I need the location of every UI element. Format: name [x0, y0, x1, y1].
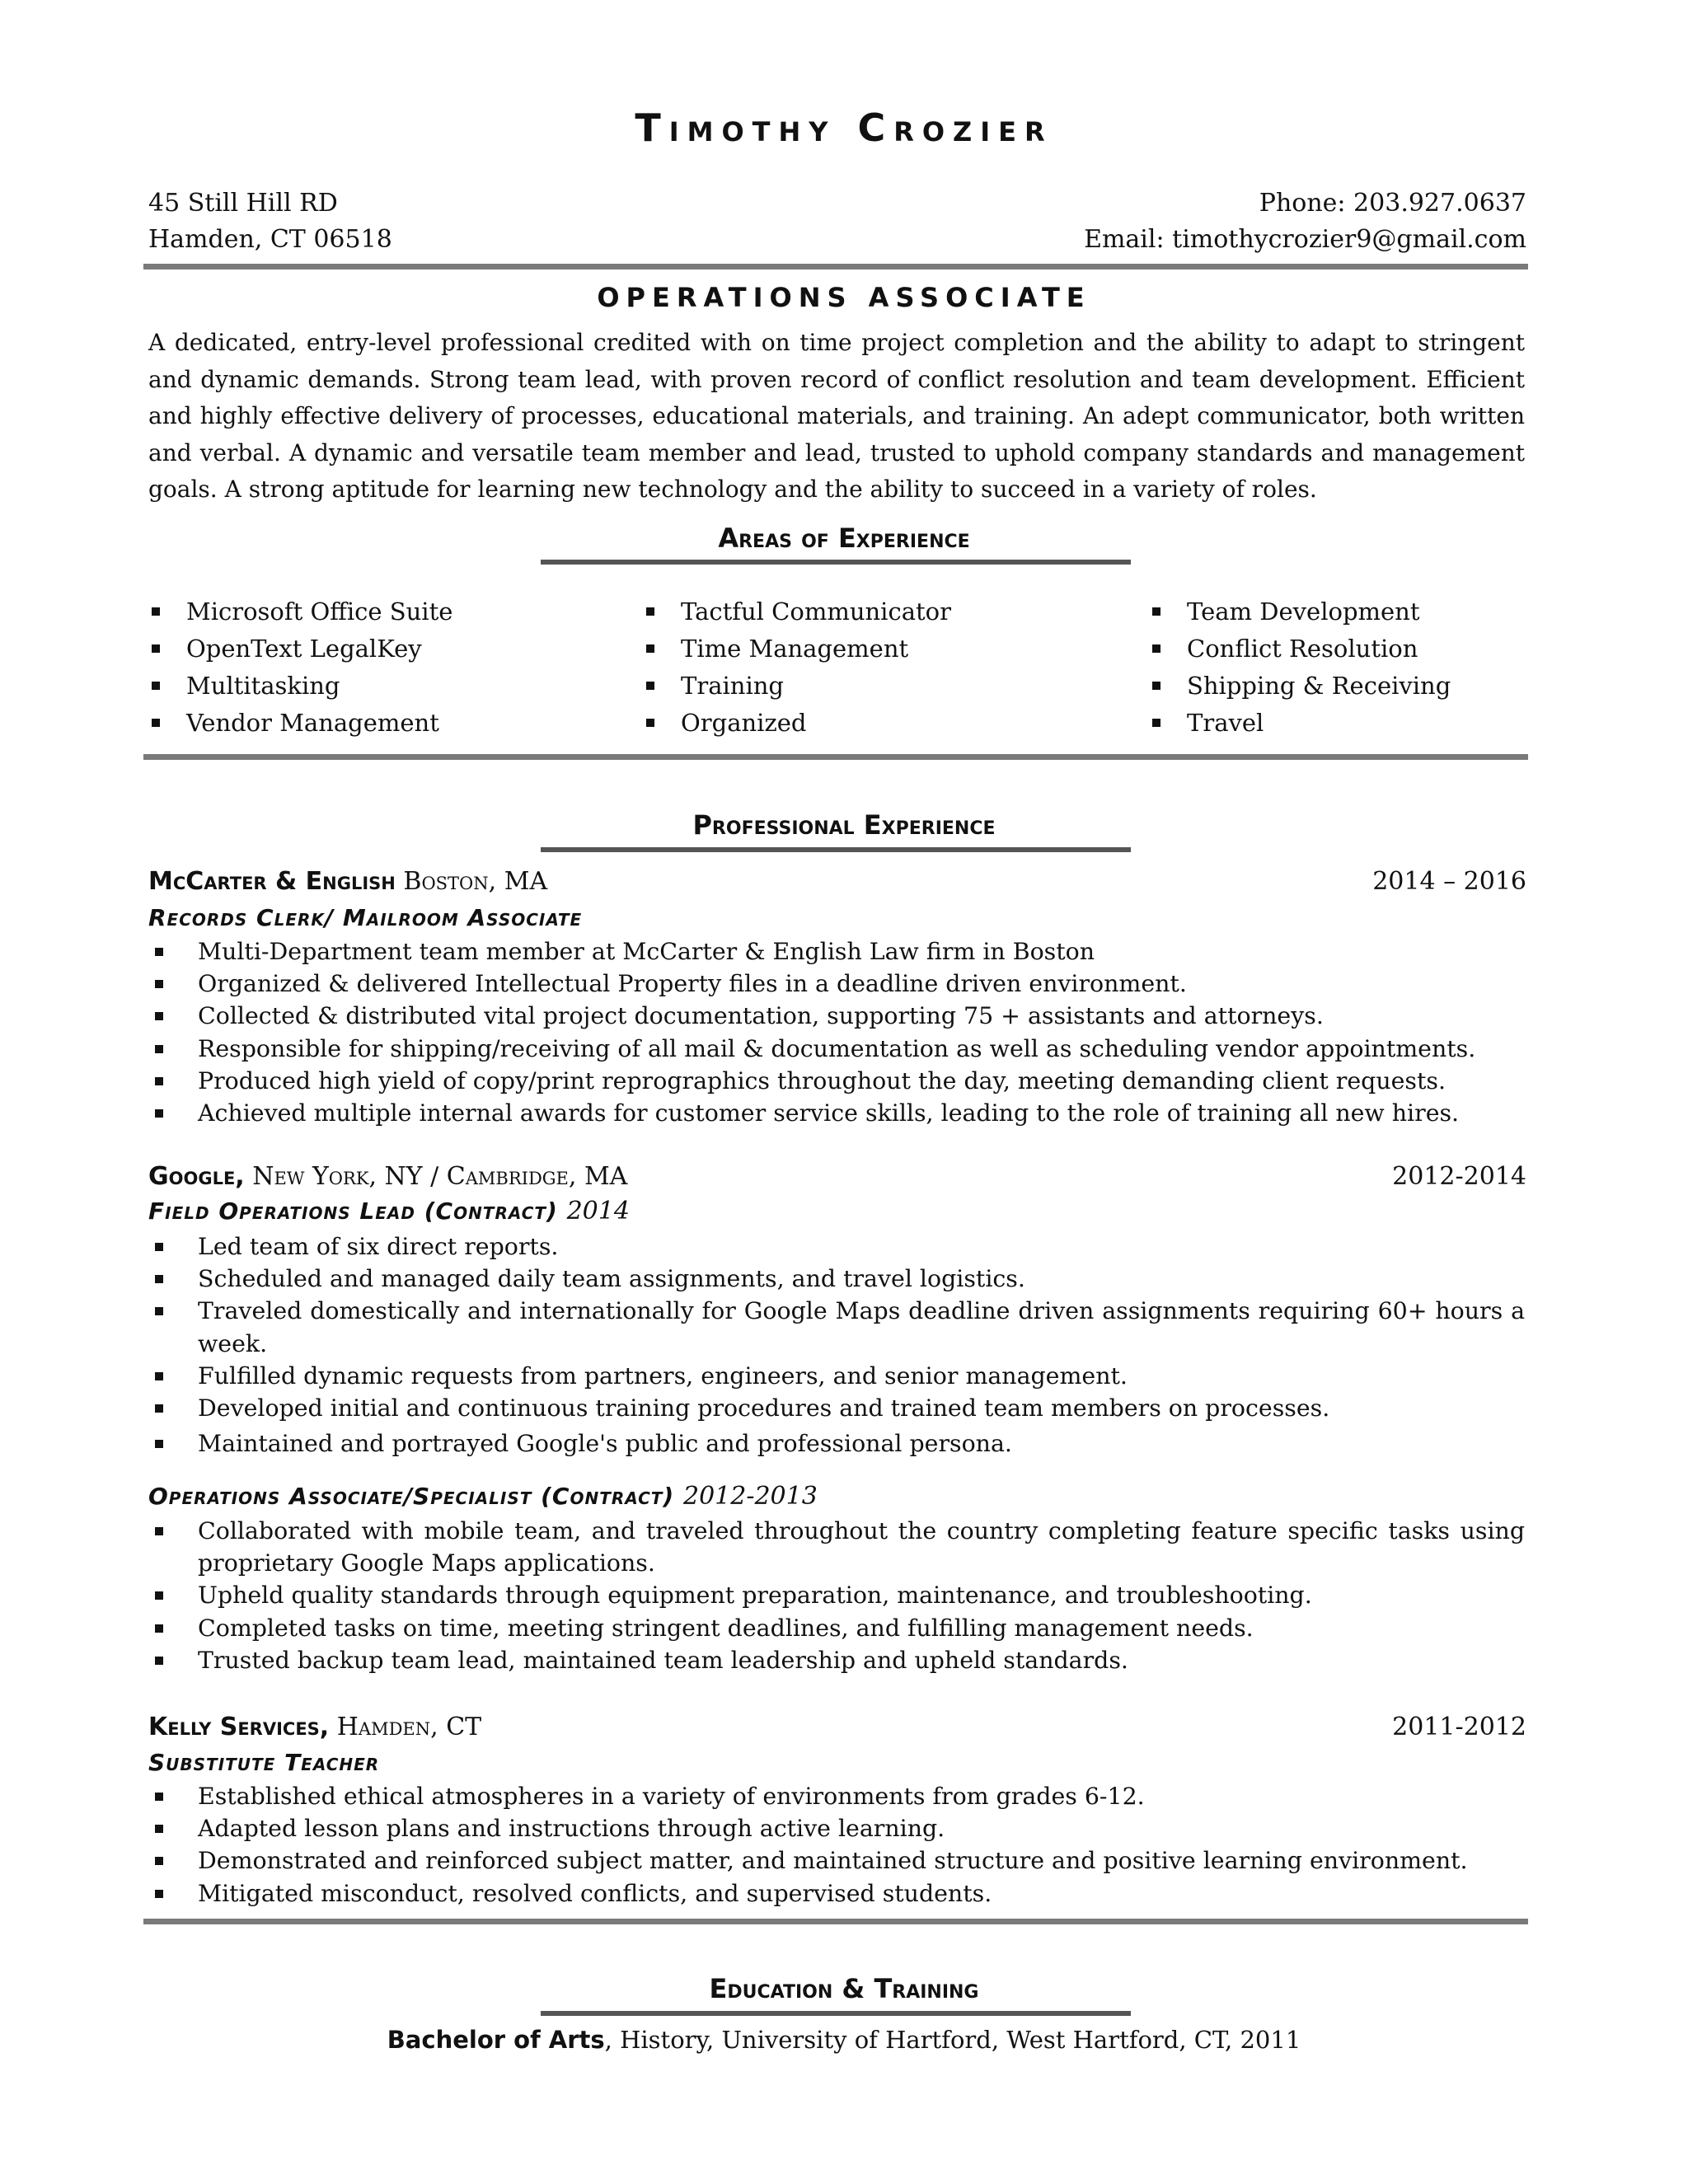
company-location: New York, NY / Cambridge, MA [252, 1162, 628, 1191]
job-title: OPERATIONS ASSOCIATE [597, 282, 1091, 313]
divider [143, 754, 1528, 760]
company-location: Hamden, CT [336, 1713, 482, 1741]
square-bullet-icon [152, 644, 160, 653]
education-entry [0, 2026, 1688, 2054]
skill-item: Travel [1149, 705, 1451, 742]
list-item: Developed initial and continuous training procedures and trained team members on processes. [148, 1392, 1525, 1424]
skill-item: Vendor Management [148, 705, 452, 742]
education-heading: Education & Training [709, 1973, 979, 2004]
address-block [148, 185, 392, 258]
bullet-list-google-lead [148, 1230, 1525, 1460]
square-bullet-icon [1152, 719, 1160, 727]
job-role: Substitute Teacher [148, 1749, 380, 1776]
square-bullet-icon [155, 1527, 163, 1535]
square-bullet-icon [155, 1275, 163, 1283]
skill-item: Tactful Communicator [643, 593, 951, 630]
list-item: Completed tasks on time, meeting stringent deadlines, and fulfilling management needs. [148, 1612, 1525, 1644]
square-bullet-icon [155, 1657, 163, 1665]
square-bullet-icon [646, 682, 654, 690]
square-bullet-icon [646, 607, 654, 616]
skill-item: Microsoft Office Suite [148, 593, 452, 630]
list-item: Achieved multiple internal awards for customer service skills, leading to the role of training all new hires. [148, 1097, 1525, 1129]
candidate-name: Timothy Crozier [635, 105, 1053, 150]
skill-item: OpenText LegalKey [148, 630, 452, 668]
section-underline [541, 2011, 1131, 2016]
email: Email: timothycrozier9@gmail.com [1084, 225, 1526, 254]
areas-heading: Areas of Experience [718, 523, 970, 554]
square-bullet-icon [155, 1404, 163, 1413]
skill-item: Multitasking [148, 668, 452, 705]
skills-column-2 [643, 593, 951, 742]
bullet-list-kelly [148, 1780, 1525, 1910]
summary-paragraph: A dedicated, entry-level professional credited with on time project completion and the ability to adapt to stringent and dynamic demands. Strong team lead, with proven record of conflict resolution and team development. Efficient and highly effective delivery of processes, educational materials, and training. An adept communicator, both written and verbal. A dynamic and versatile team member and lead, trusted to uphold company standards and management goals. A strong aptitude for learning new technology and the ability to succeed in a variety of roles. [148, 329, 1525, 504]
company-name: McCarter & English [148, 867, 396, 896]
job-role: Field Operations Lead (Contract) 2014 [148, 1197, 630, 1226]
square-bullet-icon [155, 1890, 163, 1898]
list-item: Upheld quality standards through equipment preparation, maintenance, and troubleshooting. [148, 1579, 1525, 1611]
skill-item: Training [643, 668, 951, 705]
company-line-mccarter [148, 867, 547, 896]
experience-heading: Professional Experience [692, 809, 996, 841]
employment-dates: 2014 – 2016 [1372, 867, 1526, 896]
square-bullet-icon [155, 1307, 163, 1315]
bullet-list-mccarter [148, 935, 1525, 1129]
square-bullet-icon [155, 980, 163, 988]
skill-item: Team Development [1149, 593, 1451, 630]
divider [143, 1919, 1528, 1924]
square-bullet-icon [646, 719, 654, 727]
list-item: Maintained and portrayed Google's public and professional persona. [148, 1427, 1525, 1460]
job-role: Records Clerk/ Mailroom Associate [148, 904, 583, 931]
list-item: Fulfilled dynamic requests from partners, engineers, and senior management. [148, 1360, 1525, 1392]
employment-dates: 2012-2014 [1392, 1162, 1526, 1191]
company-name: Google, [148, 1162, 245, 1191]
company-name: Kelly Services, [148, 1713, 330, 1741]
contact-block [1084, 185, 1526, 258]
square-bullet-icon [152, 607, 160, 616]
role-year: 2012-2013 [682, 1482, 818, 1511]
square-bullet-icon [1152, 607, 1160, 616]
square-bullet-icon [155, 1793, 163, 1801]
square-bullet-icon [155, 1591, 163, 1600]
square-bullet-icon [155, 1243, 163, 1251]
square-bullet-icon [155, 1109, 163, 1118]
list-item: Multi-Department team member at McCarter & English Law firm in Boston [148, 935, 1525, 968]
company-line-google [148, 1162, 627, 1191]
job-role: Operations Associate/Specialist (Contract) 2012-2013 [148, 1482, 818, 1511]
degree: Bachelor of Arts [387, 2026, 605, 2054]
company-line-kelly [148, 1713, 481, 1741]
square-bullet-icon [1152, 682, 1160, 690]
list-item: Collected & distributed vital project documentation, supporting 75 + assistants and attorneys. [148, 1000, 1525, 1032]
list-item: Led team of six direct reports. [148, 1230, 1525, 1263]
skill-item: Time Management [643, 630, 951, 668]
skill-item: Shipping & Receiving [1149, 668, 1451, 705]
list-item: Collaborated with mobile team, and traveled throughout the country completing feature specific tasks using proprietary Google Maps applications. [148, 1515, 1525, 1579]
employment-dates: 2011-2012 [1392, 1713, 1526, 1741]
list-item: Mitigated misconduct, resolved conflicts, and supervised students. [148, 1877, 1525, 1910]
skills-column-3 [1149, 593, 1451, 742]
skills-column-1 [148, 593, 452, 742]
square-bullet-icon [155, 1045, 163, 1053]
list-item: Demonstrated and reinforced subject matter, and maintained structure and positive learning environment. [148, 1844, 1525, 1877]
section-underline [541, 847, 1131, 852]
skill-item: Conflict Resolution [1149, 630, 1451, 668]
role-year: 2014 [566, 1197, 630, 1226]
square-bullet-icon [1152, 644, 1160, 653]
list-item: Adapted lesson plans and instructions through active learning. [148, 1812, 1525, 1844]
list-item: Produced high yield of copy/print reprographics throughout the day, meeting demanding client requests. [148, 1065, 1525, 1097]
square-bullet-icon [155, 1012, 163, 1020]
address-line-1: 45 Still Hill RD [148, 189, 338, 218]
square-bullet-icon [152, 682, 160, 690]
list-item: Organized & delivered Intellectual Property files in a deadline driven environment. [148, 968, 1525, 1000]
square-bullet-icon [155, 948, 163, 956]
square-bullet-icon [155, 1077, 163, 1085]
list-item: Responsible for shipping/receiving of all mail & documentation as well as scheduling vendor appointments. [148, 1033, 1525, 1065]
degree-detail: , History, University of Hartford, West Hartford, CT, 2011 [604, 2026, 1301, 2054]
square-bullet-icon [152, 719, 160, 727]
bullet-list-google-associate [148, 1515, 1525, 1676]
address-line-2: Hamden, CT 06518 [148, 225, 392, 254]
square-bullet-icon [155, 1624, 163, 1633]
square-bullet-icon [155, 1825, 163, 1833]
list-item: Scheduled and managed daily team assignments, and travel logistics. [148, 1263, 1525, 1295]
square-bullet-icon [646, 644, 654, 653]
section-underline [541, 560, 1131, 565]
divider [143, 264, 1528, 269]
square-bullet-icon [155, 1857, 163, 1865]
company-location: Boston, MA [403, 867, 548, 896]
list-item: Established ethical atmospheres in a variety of environments from grades 6-12. [148, 1780, 1525, 1812]
square-bullet-icon [155, 1372, 163, 1380]
skill-item: Organized [643, 705, 951, 742]
phone: Phone: 203.927.0637 [1259, 189, 1526, 218]
square-bullet-icon [155, 1440, 163, 1448]
list-item: Traveled domestically and internationally for Google Maps deadline driven assignments requiring 60+ hours a week. [148, 1295, 1525, 1359]
list-item: Trusted backup team lead, maintained team leadership and upheld standards. [148, 1644, 1525, 1676]
